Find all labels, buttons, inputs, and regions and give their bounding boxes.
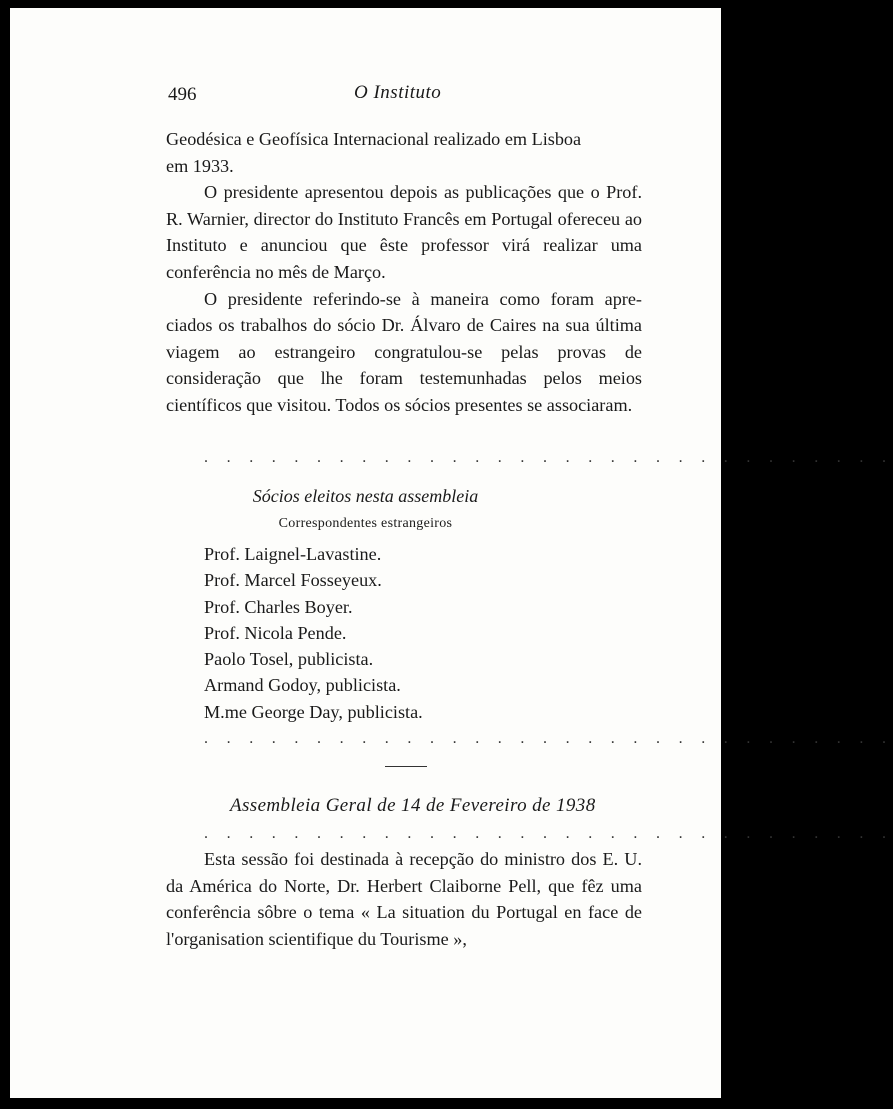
assembly-text bbox=[166, 846, 642, 952]
dotted-separator: . . . . . . . . . . . . . . . . . . . . . . . . . . . . . . . bbox=[204, 825, 893, 842]
elected-members-title: Sócios eleitos nesta assembleia bbox=[252, 486, 479, 506]
paragraph-2: O presidente apresentou depois as publicações que o Prof. R. Warnier, director do Instituto Francês em Portugal ofereceu ao Instituto e anunciou que êste professor virá realizar uma conferência no mês de Março. bbox=[166, 182, 643, 282]
member-item: Paolo Tosel, publicista. bbox=[204, 649, 374, 670]
paragraph-4: Esta sessão foi destinada à recepção do ministro dos E. U. da América do Norte, Dr. Herbert Claiborne Pell, que fêz uma conferência sôbre o tema « La situation du Portugal en face de l'organisation scientifique du Tourisme », bbox=[166, 849, 642, 949]
dotted-separator: . . . . . . . . . . . . . . . . . . . . . . . . . . . . . . . bbox=[204, 730, 893, 747]
member-item: M.me George Day, publicista. bbox=[204, 701, 423, 722]
paragraph-3: O presidente referindo-se à maneira como foram apre- ciados os trabalhos do sócio Dr. Álvaro de Caires na sua última viagem ao estrangeiro congratulou-se pelas provas de consideração que lhe foram testemunhadas pelos meios científicos que visitou. Todos os sócios presentes se associaram. bbox=[166, 288, 643, 415]
member-item: Prof. Nicola Pende. bbox=[204, 622, 347, 643]
assembly-title: Assembleia Geral de 14 de Fevereiro de 1938 bbox=[230, 795, 596, 816]
section-rule bbox=[385, 766, 427, 767]
body-text bbox=[166, 126, 642, 419]
running-title: O Instituto bbox=[354, 82, 442, 103]
page-header bbox=[10, 82, 721, 112]
dotted-separator: . . . . . . . . . . . . . . . . . . . . . . . . . . . . . . . bbox=[204, 449, 893, 466]
member-item: Prof. Charles Boyer. bbox=[204, 596, 353, 617]
member-item: Prof. Marcel Fosseyeux. bbox=[204, 570, 382, 591]
members-list bbox=[204, 541, 423, 725]
paragraph-1: Geodésica e Geofísica Internacional realizado em Lisboa em 1933. bbox=[166, 129, 582, 176]
member-item: Prof. Laignel-Lavastine. bbox=[204, 544, 382, 564]
page-number: 496 bbox=[168, 84, 197, 105]
member-item: Armand Godoy, publicista. bbox=[204, 675, 401, 696]
document-page bbox=[10, 8, 893, 1098]
elected-members-subtitle: Correspondentes estrangeiros bbox=[278, 516, 453, 531]
